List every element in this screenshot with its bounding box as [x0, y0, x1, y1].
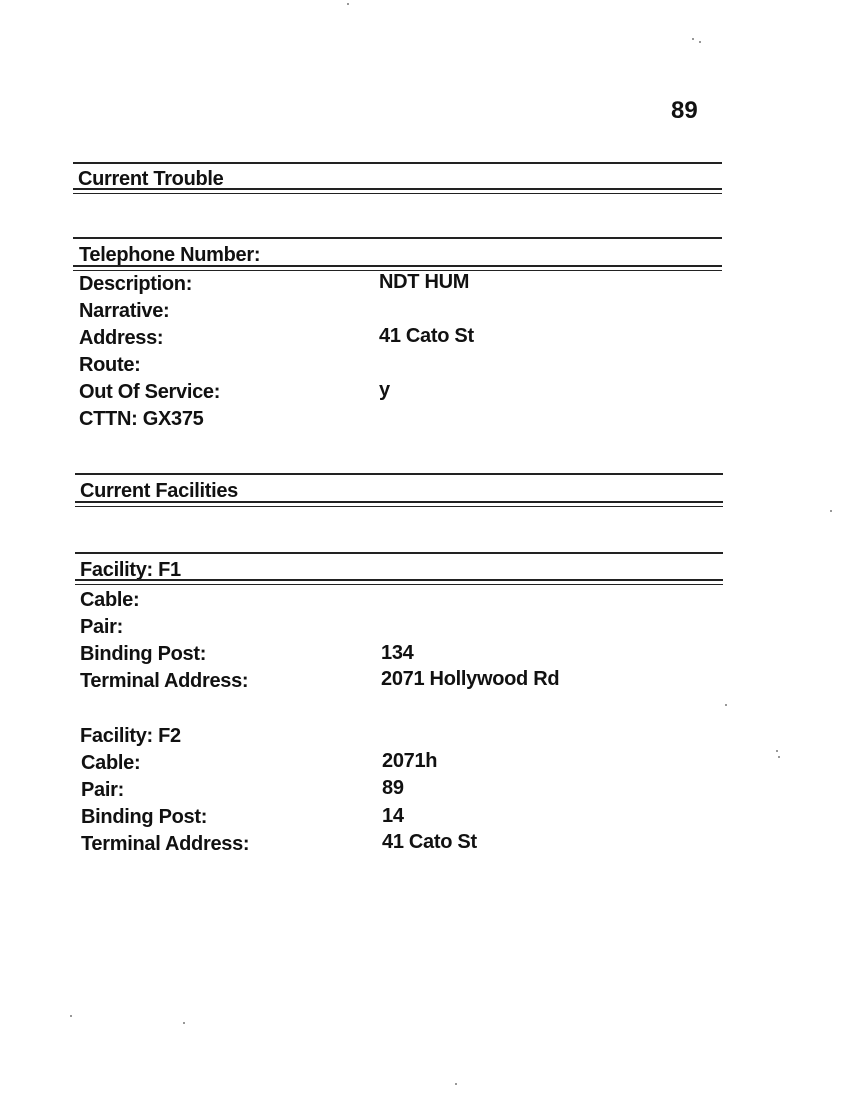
f1-binding-post-label: Binding Post: [80, 643, 207, 665]
out-of-service-label: Out Of Service: [79, 381, 221, 403]
scan-speck [347, 3, 349, 5]
divider [73, 188, 722, 194]
f1-binding-post-value: 134 [381, 642, 414, 664]
f2-cable-label: Cable: [81, 752, 141, 774]
scan-speck [725, 704, 727, 706]
cttn-label: CTTN: GX375 [79, 408, 204, 430]
f1-terminal-address-value: 2071 Hollywood Rd [381, 668, 560, 690]
scan-speck [778, 756, 780, 758]
divider [73, 237, 722, 239]
out-of-service-value: y [379, 379, 390, 401]
divider [75, 552, 723, 554]
facility-f2-label: Facility: F2 [80, 725, 181, 747]
divider [75, 579, 723, 585]
divider [75, 473, 723, 475]
route-label: Route: [79, 354, 141, 376]
description-value: NDT HUM [379, 271, 470, 293]
address-label: Address: [79, 327, 164, 349]
scan-speck [692, 38, 694, 40]
page-number: 89 [671, 97, 698, 124]
scan-speck [776, 750, 778, 752]
narrative-label: Narrative: [79, 300, 170, 322]
f2-pair-label: Pair: [81, 779, 124, 801]
telephone-number-label: Telephone Number: [79, 244, 261, 266]
f2-binding-post-value: 14 [382, 805, 404, 827]
facility-f1-label: Facility: F1 [80, 559, 181, 581]
f2-terminal-address-label: Terminal Address: [81, 833, 250, 855]
section-title-current-trouble: Current Trouble [78, 168, 224, 190]
f2-binding-post-label: Binding Post: [81, 806, 208, 828]
f1-cable-label: Cable: [80, 589, 140, 611]
scan-speck [455, 1083, 457, 1085]
section-title-current-facilities: Current Facilities [80, 480, 238, 502]
divider [73, 162, 722, 164]
address-value: 41 Cato St [379, 325, 474, 347]
scan-speck [699, 41, 701, 43]
f1-pair-label: Pair: [80, 616, 123, 638]
f2-pair-value: 89 [382, 777, 404, 799]
f1-terminal-address-label: Terminal Address: [80, 670, 249, 692]
f2-terminal-address-value: 41 Cato St [382, 831, 477, 853]
f2-cable-value: 2071h [382, 750, 438, 772]
scan-speck [830, 510, 832, 512]
scan-speck [183, 1022, 185, 1024]
description-label: Description: [79, 273, 193, 295]
scan-speck [70, 1015, 72, 1017]
divider [75, 501, 723, 507]
